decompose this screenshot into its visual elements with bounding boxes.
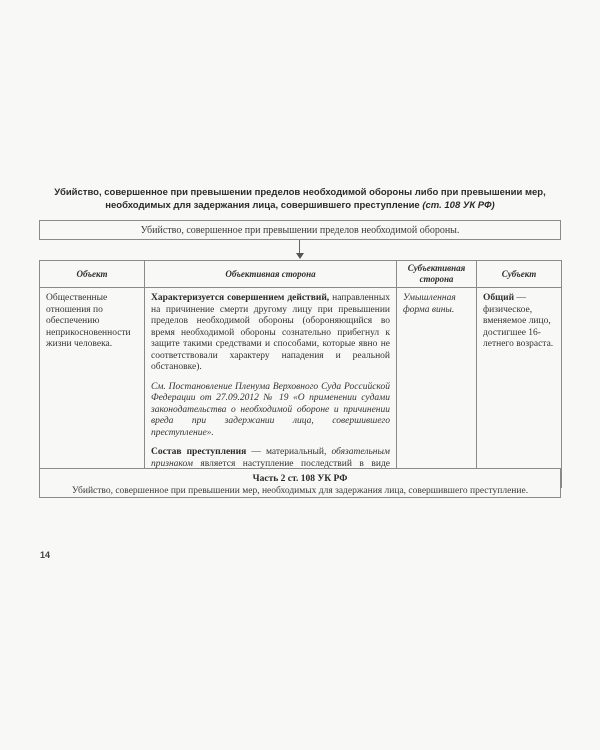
cell-subject [477, 288, 562, 488]
section-title-line2 [40, 199, 560, 212]
header-objective-side: Объективная сторона [145, 261, 397, 288]
part1-text: Убийство, совершенное при превышении пределов необходимой обороны. [140, 225, 460, 236]
composition-mid: — материальный, [246, 447, 332, 457]
subject-text: — физическое, вменяемое лицо, достигшее 16-летнего возраста. [483, 293, 554, 349]
cell-object: Общественные отношения по обеспечению неприкосновенности жизни человека. [40, 288, 145, 488]
article-reference: (ст. 108 УК РФ) [422, 200, 495, 211]
part2-text: Убийство, совершенное при превышении мер, необходимых для задержания лица, совершившего преступление. [71, 486, 529, 496]
header-subject: Субъект [477, 261, 562, 288]
arrow-down-line [299, 240, 300, 254]
crime-elements-table [39, 260, 562, 488]
part1-box [39, 220, 561, 240]
resolution-reference: См. Постановление Пленума Верховного Суда Российской Федерации от 27.09.2012 № 19 «О применении судами законодательства о необходимой обороне и причинении вреда при задержании лица, совершившего преступление». [151, 381, 390, 438]
page-number: 14 [40, 550, 51, 560]
table-header-row [40, 261, 562, 288]
objective-lead: Характеризуется совершением действий, [151, 293, 330, 303]
objective-paragraph-1 [151, 293, 390, 374]
part2-heading: Часть 2 ст. 108 УК РФ [252, 474, 348, 484]
section-title-line1: Убийство, совершенное при превышении пределов необходимой обороны либо при превышении мер, [54, 187, 546, 198]
arrow-down-icon [296, 253, 304, 259]
objective-text: направленных на причинение смерти другому лицу при превышении пределов необходимой обороны (обороняющийся во время необходимой обороны сознательно прибегнул к защите такими средствами и способами, которые явно не соответствовали характеру нападения и реальной обстановке). [151, 293, 390, 372]
header-object: Объект [40, 261, 145, 288]
table-row [40, 288, 562, 488]
composition-italic: обязательным признаком [151, 447, 390, 469]
part2-box [39, 468, 561, 498]
subject-lead: Общий [483, 293, 515, 303]
header-subjective-side: Субъективная сторона [397, 261, 477, 288]
cell-subjective-side: Умышленная форма вины. [397, 288, 477, 488]
section-title [40, 186, 560, 212]
cell-objective-side [145, 288, 397, 488]
composition-rest: является наступление последствий в виде [200, 458, 390, 469]
composition-lead: Состав преступления [151, 447, 247, 457]
section-title-line2-text: необходимых для задержания лица, совершившего преступление [105, 200, 420, 211]
